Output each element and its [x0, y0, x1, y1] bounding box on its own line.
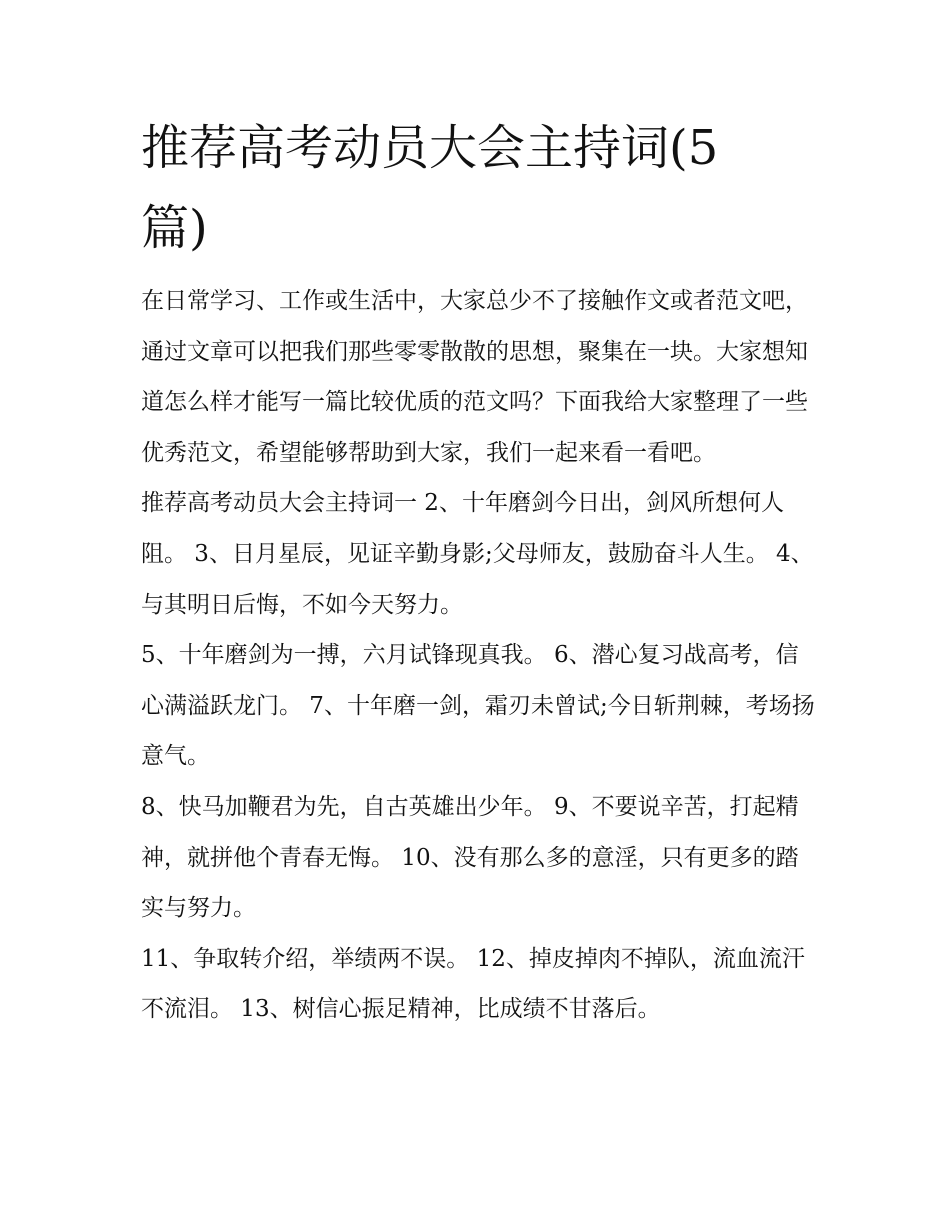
paragraph-intro: 在日常学习、工作或生活中，大家总少不了接触作文或者范文吧，通过文章可以把我们那些零零散散的思想，聚集在一块。大家想知道怎么样才能写一篇比较优质的范文吗？下面我给大家整理了一些优秀范文，希望能够帮助到大家，我们一起来看一看吧。 — [141, 288, 808, 466]
paragraph-slogans-3: 8、快马加鞭君为先，自古英雄出少年。 9、不要说辛苦，打起精神，就拼他个青春无悔。 10、没有那么多的意淫，只有更多的踏实与努力。 — [141, 793, 799, 922]
paragraph-slogans-4: 11、争取转介绍，举绩两不误。 12、掉皮掉肉不掉队，流血流汗不流泪。 13、树信心振足精神，比成绩不甘落后。 — [141, 945, 805, 1023]
document-title: 推荐高考动员大会主持词(5篇) — [141, 120, 719, 256]
document-body — [141, 276, 821, 1035]
paragraph-slogans-1: 推荐高考动员大会主持词一 2、十年磨剑今日出，剑风所想何人阻。 3、日月星辰，见证辛勤身影;父母师友，鼓励奋斗人生。 4、与其明日后悔，不如今天努力。 — [141, 490, 814, 618]
paragraph-slogans-2: 5、十年磨剑为一搏，六月试锋现真我。 6、潜心复习战高考，信心满溢跃龙门。 7、十年磨一剑，霜刃未曾试;今日斩荆棘，考场扬意气。 — [141, 642, 815, 770]
